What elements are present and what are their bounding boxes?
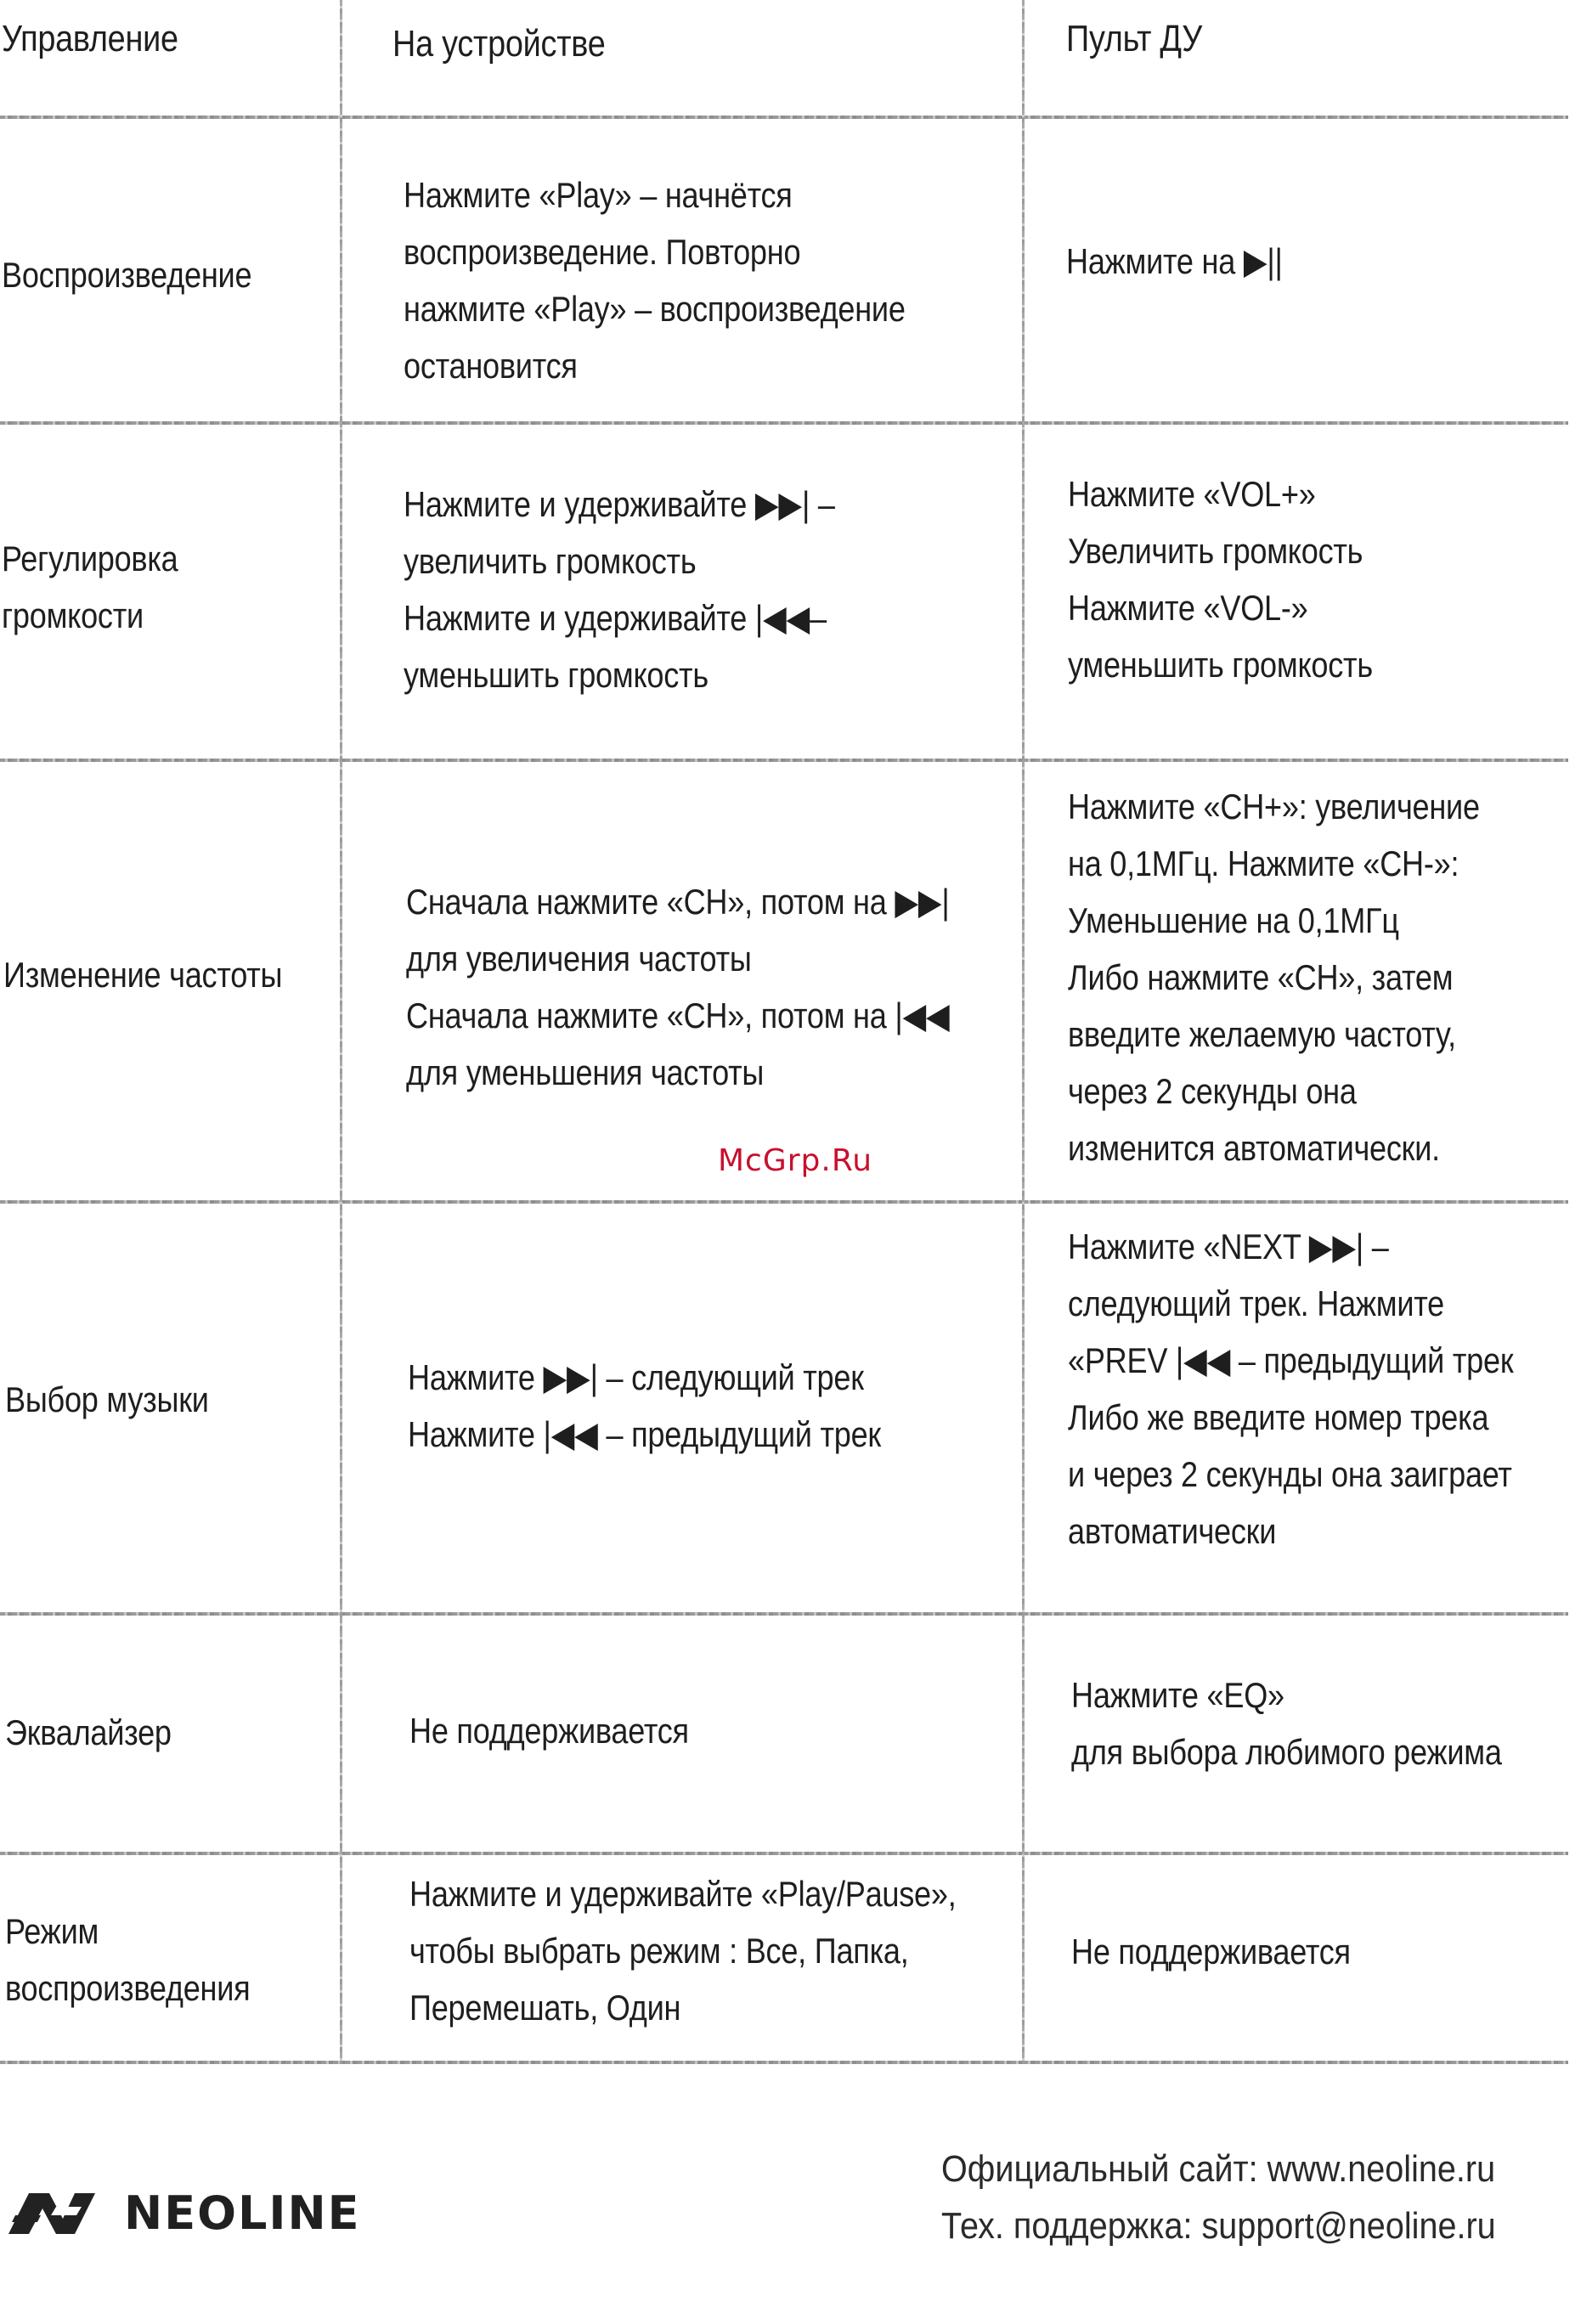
row-equalizer-control: Эквалайзер <box>5 1712 172 1752</box>
column-rule <box>340 0 342 2064</box>
row-frequency-device: Сначала нажмите «CH», потом на ▶▶| для увеличения частоты Сначала нажмите «CH», потом на |◀◀ для уменьшения частоты <box>406 882 950 1092</box>
row-volume-device: Нажмите и удерживайте ▶▶| – увеличить громкость Нажмите и удерживайте |◀◀– уменьшить громкость <box>404 484 835 695</box>
official-site-text: Официальный сайт: www.neoline.ru <box>941 2148 1496 2190</box>
column-rule <box>1022 0 1025 2064</box>
row-frequency-remote: Нажмите «CH+»: увеличение на 0,1МГц. Нажмите «CH-»: Уменьшение на 0,1МГц Либо нажмите «CH», затем введите желаемую частоту, через 2 секунды она изменится автоматически. <box>1068 787 1480 1168</box>
neoline-logo-icon <box>0 2175 119 2251</box>
row-music-control: Выбор музыки <box>5 1379 209 1419</box>
row-music-remote: Нажмите «NEXT ▶▶| – следующий трек. Нажмите «PREV |◀◀ – предыдущий трек Либо же введите номер трека и через 2 секунды она заиграет автоматически <box>1068 1227 1514 1551</box>
table-rule <box>0 759 1568 762</box>
row-playback-control: Воспроизведение <box>2 255 252 295</box>
table-rule <box>0 1612 1568 1616</box>
row-equalizer-device: Не поддерживается <box>409 1711 689 1751</box>
row-frequency-control: Изменение частоты <box>3 955 283 995</box>
logo-text: NEOLINE <box>124 2186 361 2240</box>
row-volume-remote: Нажмите «VOL+» Увеличить громкость Нажмите «VOL-» уменьшить громкость <box>1068 474 1373 685</box>
support-text: Тех. поддержка: support@neoline.ru <box>941 2205 1496 2247</box>
row-playmode-device: Нажмите и удерживайте «Play/Pause», чтобы выбрать режим : Все, Папка, Перемешать, Один <box>409 1874 957 2028</box>
contacts <box>941 2141 1496 2254</box>
row-equalizer-remote: Нажмите «EQ» для выбора любимого режима <box>1071 1675 1502 1772</box>
table-rule <box>0 116 1568 119</box>
header-control: Управление <box>2 18 178 59</box>
row-playback-device: Нажмите «Play» – начнётся воспроизведение. Повторно нажмите «Play» – воспроизведение остановится <box>404 175 906 386</box>
table-rule <box>0 2061 1568 2064</box>
watermark: McGrp.Ru <box>718 1143 873 1178</box>
brand-logo <box>0 2175 361 2251</box>
table-rule <box>0 1852 1568 1855</box>
header-remote: Пульт ДУ <box>1066 18 1203 59</box>
table-rule <box>0 1200 1568 1204</box>
header-device: На устройстве <box>392 23 606 65</box>
row-playmode-remote: Не поддерживается <box>1071 1932 1351 1971</box>
table-rule <box>0 421 1568 425</box>
row-playmode-control: Режим воспроизведения <box>5 1911 251 2008</box>
row-music-device: Нажмите ▶▶| – следующий трек Нажмите |◀◀ – предыдущий трек <box>408 1357 881 1454</box>
row-playback-remote: Нажмите на ▶|| <box>1066 241 1283 281</box>
row-volume-control: Регулировка громкости <box>2 539 178 635</box>
